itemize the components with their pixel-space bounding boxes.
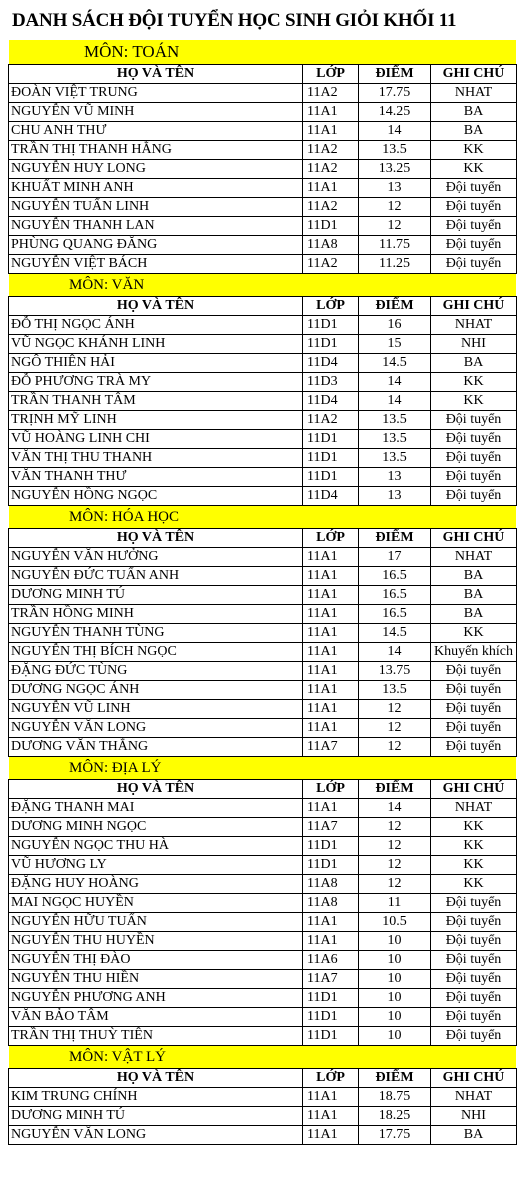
student-score: 12 bbox=[359, 738, 431, 757]
student-class: 11A2 bbox=[303, 160, 359, 179]
student-note: KK bbox=[431, 392, 517, 411]
table-row bbox=[9, 970, 517, 989]
student-note: KK bbox=[431, 856, 517, 875]
student-note: Đội tuyển bbox=[431, 236, 517, 255]
student-name: ĐẶNG ĐỨC TÙNG bbox=[9, 662, 303, 681]
student-class: 11D1 bbox=[303, 217, 359, 236]
table-row bbox=[9, 198, 517, 217]
student-score: 13 bbox=[359, 487, 431, 506]
table-row bbox=[9, 335, 517, 354]
table-row bbox=[9, 799, 517, 818]
table-row bbox=[9, 662, 517, 681]
table-row bbox=[9, 103, 517, 122]
student-class: 11A6 bbox=[303, 951, 359, 970]
student-class: 11D1 bbox=[303, 335, 359, 354]
student-note: Đội tuyển bbox=[431, 970, 517, 989]
student-name: ĐỖ THỊ NGỌC ÁNH bbox=[9, 316, 303, 335]
student-name: ĐẶNG THANH MAI bbox=[9, 799, 303, 818]
student-note: Đội tuyển bbox=[431, 179, 517, 198]
table-row bbox=[9, 1126, 517, 1145]
student-score: 14 bbox=[359, 799, 431, 818]
student-name: NGUYỄN THU HIỀN bbox=[9, 970, 303, 989]
student-class: 11A8 bbox=[303, 894, 359, 913]
student-note: KK bbox=[431, 624, 517, 643]
student-score: 13.5 bbox=[359, 430, 431, 449]
table-row bbox=[9, 719, 517, 738]
student-score: 10 bbox=[359, 932, 431, 951]
student-score: 12 bbox=[359, 818, 431, 837]
student-score: 10 bbox=[359, 989, 431, 1008]
student-class: 11A1 bbox=[303, 799, 359, 818]
student-score: 17.75 bbox=[359, 1126, 431, 1145]
student-note: Đội tuyển bbox=[431, 894, 517, 913]
student-class: 11A1 bbox=[303, 548, 359, 567]
header-name: HỌ VÀ TÊN bbox=[9, 297, 303, 316]
student-class: 11D1 bbox=[303, 837, 359, 856]
student-class: 11A2 bbox=[303, 255, 359, 274]
header-note: GHI CHÚ bbox=[431, 529, 517, 548]
student-score: 14.5 bbox=[359, 354, 431, 373]
student-class: 11A8 bbox=[303, 875, 359, 894]
student-class: 11A1 bbox=[303, 567, 359, 586]
student-name: NGUYỄN NGỌC THU HÀ bbox=[9, 837, 303, 856]
student-note: Đội tuyển bbox=[431, 913, 517, 932]
student-note: KK bbox=[431, 875, 517, 894]
student-note: Đội tuyển bbox=[431, 430, 517, 449]
table-row bbox=[9, 989, 517, 1008]
table-row bbox=[9, 605, 517, 624]
subject-table bbox=[8, 528, 517, 757]
student-note: BA bbox=[431, 567, 517, 586]
student-name: CHU ANH THƯ bbox=[9, 122, 303, 141]
student-score: 12 bbox=[359, 719, 431, 738]
student-note: Đội tuyển bbox=[431, 468, 517, 487]
student-name: PHÙNG QUANG ĐĂNG bbox=[9, 236, 303, 255]
student-name: DƯƠNG MINH TÚ bbox=[9, 586, 303, 605]
student-class: 11A1 bbox=[303, 1088, 359, 1107]
student-class: 11A7 bbox=[303, 738, 359, 757]
table-header-row bbox=[9, 1069, 517, 1088]
student-name: NGUYỄN PHƯƠNG ANH bbox=[9, 989, 303, 1008]
table-header-row bbox=[9, 297, 517, 316]
student-name: DƯƠNG NGỌC ÁNH bbox=[9, 681, 303, 700]
table-row bbox=[9, 643, 517, 662]
student-name: KHUẤT MINH ANH bbox=[9, 179, 303, 198]
student-name: DƯƠNG MINH TÚ bbox=[9, 1107, 303, 1126]
student-class: 11A7 bbox=[303, 818, 359, 837]
student-name: NGUYỄN VIỆT BÁCH bbox=[9, 255, 303, 274]
table-row bbox=[9, 818, 517, 837]
student-note: Đội tuyển bbox=[431, 681, 517, 700]
table-row bbox=[9, 179, 517, 198]
student-name: NGUYỄN HỒNG NGỌC bbox=[9, 487, 303, 506]
student-note: KK bbox=[431, 160, 517, 179]
student-name: NGUYỄN VĂN LONG bbox=[9, 719, 303, 738]
student-note: BA bbox=[431, 103, 517, 122]
student-score: 16 bbox=[359, 316, 431, 335]
student-class: 11A1 bbox=[303, 700, 359, 719]
table-row bbox=[9, 1088, 517, 1107]
student-class: 11D4 bbox=[303, 354, 359, 373]
student-name: TRẦN THỊ THANH HẰNG bbox=[9, 141, 303, 160]
student-score: 12 bbox=[359, 875, 431, 894]
table-row bbox=[9, 392, 517, 411]
student-note: Đội tuyển bbox=[431, 700, 517, 719]
student-class: 11A1 bbox=[303, 681, 359, 700]
student-score: 15 bbox=[359, 335, 431, 354]
table-row bbox=[9, 856, 517, 875]
table-row bbox=[9, 236, 517, 255]
table-row bbox=[9, 449, 517, 468]
table-row bbox=[9, 932, 517, 951]
student-name: NGUYỄN VĂN HƯỞNG bbox=[9, 548, 303, 567]
table-row bbox=[9, 411, 517, 430]
header-name: HỌ VÀ TÊN bbox=[9, 65, 303, 84]
table-header-row bbox=[9, 529, 517, 548]
student-score: 14 bbox=[359, 122, 431, 141]
student-score: 10 bbox=[359, 951, 431, 970]
student-name: KIM TRUNG CHÍNH bbox=[9, 1088, 303, 1107]
student-class: 11D1 bbox=[303, 468, 359, 487]
table-row bbox=[9, 1008, 517, 1027]
student-score: 18.25 bbox=[359, 1107, 431, 1126]
student-class: 11A8 bbox=[303, 236, 359, 255]
subject-heading: MÔN: ĐỊA LÝ bbox=[8, 757, 516, 779]
table-row bbox=[9, 487, 517, 506]
student-note: KK bbox=[431, 818, 517, 837]
student-note: KK bbox=[431, 141, 517, 160]
subject-heading: MÔN: TOÁN bbox=[8, 40, 516, 64]
student-score: 12 bbox=[359, 856, 431, 875]
student-score: 17 bbox=[359, 548, 431, 567]
student-class: 11A1 bbox=[303, 1126, 359, 1145]
table-row bbox=[9, 875, 517, 894]
table-row bbox=[9, 468, 517, 487]
student-class: 11A7 bbox=[303, 970, 359, 989]
student-class: 11D4 bbox=[303, 392, 359, 411]
student-name: VĂN BẢO TÂM bbox=[9, 1008, 303, 1027]
student-name: NGUYỄN VŨ LINH bbox=[9, 700, 303, 719]
subject-table bbox=[8, 779, 517, 1046]
table-row bbox=[9, 122, 517, 141]
student-note: NHAT bbox=[431, 316, 517, 335]
student-score: 17.75 bbox=[359, 84, 431, 103]
student-name: NGUYỄN VĂN LONG bbox=[9, 1126, 303, 1145]
student-name: ĐẶNG HUY HOÀNG bbox=[9, 875, 303, 894]
student-score: 14 bbox=[359, 392, 431, 411]
header-class: LỚP bbox=[303, 297, 359, 316]
student-note: NHI bbox=[431, 335, 517, 354]
table-row bbox=[9, 700, 517, 719]
student-class: 11A1 bbox=[303, 913, 359, 932]
student-name: VĂN THỊ THU THANH bbox=[9, 449, 303, 468]
subject-table bbox=[8, 296, 517, 506]
header-score: ĐIỂM bbox=[359, 65, 431, 84]
student-note: Đội tuyển bbox=[431, 932, 517, 951]
student-name: NGUYỄN HUY LONG bbox=[9, 160, 303, 179]
student-name: VŨ NGỌC KHÁNH LINH bbox=[9, 335, 303, 354]
table-row bbox=[9, 84, 517, 103]
student-note: NHAT bbox=[431, 548, 517, 567]
header-class: LỚP bbox=[303, 1069, 359, 1088]
student-score: 14.25 bbox=[359, 103, 431, 122]
table-row bbox=[9, 255, 517, 274]
student-class: 11D1 bbox=[303, 989, 359, 1008]
header-score: ĐIỂM bbox=[359, 780, 431, 799]
student-note: Đội tuyển bbox=[431, 255, 517, 274]
student-name: NGUYỄN VŨ MINH bbox=[9, 103, 303, 122]
student-name: NGUYỄN THỊ BÍCH NGỌC bbox=[9, 643, 303, 662]
table-header-row bbox=[9, 65, 517, 84]
student-score: 12 bbox=[359, 198, 431, 217]
header-name: HỌ VÀ TÊN bbox=[9, 1069, 303, 1088]
student-name: NGUYỄN HỮU TUẤN bbox=[9, 913, 303, 932]
header-score: ĐIỂM bbox=[359, 529, 431, 548]
student-score: 14.5 bbox=[359, 624, 431, 643]
student-class: 11D3 bbox=[303, 373, 359, 392]
student-score: 16.5 bbox=[359, 586, 431, 605]
student-class: 11D4 bbox=[303, 487, 359, 506]
student-note: Khuyến khích bbox=[431, 643, 517, 662]
student-note: Đội tuyển bbox=[431, 449, 517, 468]
subject-heading: MÔN: VẬT LÝ bbox=[8, 1046, 516, 1068]
student-name: DƯƠNG VĂN THẮNG bbox=[9, 738, 303, 757]
student-score: 14 bbox=[359, 643, 431, 662]
student-class: 11D1 bbox=[303, 1008, 359, 1027]
student-name: TRẦN THANH TÂM bbox=[9, 392, 303, 411]
student-note: KK bbox=[431, 837, 517, 856]
student-name: ĐOÀN VIỆT TRUNG bbox=[9, 84, 303, 103]
student-note: NHAT bbox=[431, 799, 517, 818]
student-score: 10.5 bbox=[359, 913, 431, 932]
student-name: NGUYỄN THANH LAN bbox=[9, 217, 303, 236]
subject-table bbox=[8, 64, 517, 274]
table-row bbox=[9, 1027, 517, 1046]
student-name: TRẦN THỊ THUỲ TIÊN bbox=[9, 1027, 303, 1046]
student-class: 11A2 bbox=[303, 198, 359, 217]
student-note: Đội tuyển bbox=[431, 738, 517, 757]
student-class: 11A2 bbox=[303, 411, 359, 430]
table-row bbox=[9, 586, 517, 605]
header-score: ĐIỂM bbox=[359, 1069, 431, 1088]
student-note: Đội tuyển bbox=[431, 1027, 517, 1046]
student-name: NGUYỄN THANH TÙNG bbox=[9, 624, 303, 643]
student-class: 11A1 bbox=[303, 624, 359, 643]
student-note: Đội tuyển bbox=[431, 198, 517, 217]
student-class: 11D1 bbox=[303, 316, 359, 335]
team-list-sheet bbox=[8, 40, 516, 1145]
student-score: 14 bbox=[359, 373, 431, 392]
student-note: Đội tuyển bbox=[431, 662, 517, 681]
student-class: 11A1 bbox=[303, 643, 359, 662]
header-note: GHI CHÚ bbox=[431, 780, 517, 799]
student-note: NHI bbox=[431, 1107, 517, 1126]
table-row bbox=[9, 160, 517, 179]
table-row bbox=[9, 141, 517, 160]
student-note: Đội tuyển bbox=[431, 487, 517, 506]
student-score: 13.5 bbox=[359, 449, 431, 468]
student-class: 11A2 bbox=[303, 84, 359, 103]
student-score: 13.5 bbox=[359, 141, 431, 160]
table-row bbox=[9, 681, 517, 700]
header-score: ĐIỂM bbox=[359, 297, 431, 316]
student-name: DƯƠNG MINH NGỌC bbox=[9, 818, 303, 837]
student-name: NGUYỄN TUẤN LINH bbox=[9, 198, 303, 217]
student-name: MAI NGỌC HUYỀN bbox=[9, 894, 303, 913]
student-name: NGÔ THIÊN HẢI bbox=[9, 354, 303, 373]
table-header-row bbox=[9, 780, 517, 799]
student-score: 10 bbox=[359, 970, 431, 989]
student-score: 11.25 bbox=[359, 255, 431, 274]
student-score: 16.5 bbox=[359, 567, 431, 586]
student-score: 13.25 bbox=[359, 160, 431, 179]
student-score: 13.75 bbox=[359, 662, 431, 681]
student-name: VŨ HOÀNG LINH CHI bbox=[9, 430, 303, 449]
document-title: DANH SÁCH ĐỘI TUYỂN HỌC SINH GIỎI KHỐI 11 bbox=[12, 10, 457, 31]
table-row bbox=[9, 354, 517, 373]
student-note: KK bbox=[431, 373, 517, 392]
student-class: 11A1 bbox=[303, 1107, 359, 1126]
subject-heading: MÔN: HÓA HỌC bbox=[8, 506, 516, 528]
student-class: 11A1 bbox=[303, 605, 359, 624]
header-class: LỚP bbox=[303, 780, 359, 799]
student-class: 11A1 bbox=[303, 719, 359, 738]
table-row bbox=[9, 837, 517, 856]
student-note: BA bbox=[431, 354, 517, 373]
student-score: 12 bbox=[359, 700, 431, 719]
student-score: 10 bbox=[359, 1027, 431, 1046]
student-note: Đội tuyển bbox=[431, 951, 517, 970]
student-note: Đội tuyển bbox=[431, 217, 517, 236]
student-name: NGUYỄN ĐỨC TUẤN ANH bbox=[9, 567, 303, 586]
header-note: GHI CHÚ bbox=[431, 65, 517, 84]
student-class: 11D1 bbox=[303, 449, 359, 468]
student-class: 11A1 bbox=[303, 586, 359, 605]
table-row bbox=[9, 1107, 517, 1126]
subject-heading: MÔN: VĂN bbox=[8, 274, 516, 296]
student-note: BA bbox=[431, 586, 517, 605]
student-class: 11D1 bbox=[303, 1027, 359, 1046]
student-name: VĂN THANH THƯ bbox=[9, 468, 303, 487]
header-note: GHI CHÚ bbox=[431, 297, 517, 316]
header-class: LỚP bbox=[303, 529, 359, 548]
student-note: Đội tuyển bbox=[431, 411, 517, 430]
student-score: 13 bbox=[359, 179, 431, 198]
student-class: 11A1 bbox=[303, 662, 359, 681]
student-class: 11D1 bbox=[303, 856, 359, 875]
student-note: Đội tuyển bbox=[431, 719, 517, 738]
table-row bbox=[9, 894, 517, 913]
student-score: 11 bbox=[359, 894, 431, 913]
student-score: 13.5 bbox=[359, 411, 431, 430]
table-row bbox=[9, 567, 517, 586]
table-row bbox=[9, 738, 517, 757]
table-row bbox=[9, 548, 517, 567]
table-row bbox=[9, 373, 517, 392]
student-name: NGUYỄN THỊ ĐÀO bbox=[9, 951, 303, 970]
student-note: Đội tuyển bbox=[431, 1008, 517, 1027]
student-class: 11A1 bbox=[303, 932, 359, 951]
student-class: 11A2 bbox=[303, 141, 359, 160]
header-class: LỚP bbox=[303, 65, 359, 84]
table-row bbox=[9, 217, 517, 236]
student-note: NHAT bbox=[431, 1088, 517, 1107]
student-score: 10 bbox=[359, 1008, 431, 1027]
table-row bbox=[9, 624, 517, 643]
student-note: BA bbox=[431, 605, 517, 624]
table-row bbox=[9, 913, 517, 932]
header-note: GHI CHÚ bbox=[431, 1069, 517, 1088]
header-name: HỌ VÀ TÊN bbox=[9, 780, 303, 799]
student-note: NHAT bbox=[431, 84, 517, 103]
student-name: TRẦN HỒNG MINH bbox=[9, 605, 303, 624]
student-note: BA bbox=[431, 1126, 517, 1145]
student-note: Đội tuyển bbox=[431, 989, 517, 1008]
student-score: 12 bbox=[359, 217, 431, 236]
student-note: BA bbox=[431, 122, 517, 141]
student-score: 12 bbox=[359, 837, 431, 856]
student-score: 13.5 bbox=[359, 681, 431, 700]
table-row bbox=[9, 951, 517, 970]
student-score: 13 bbox=[359, 468, 431, 487]
student-score: 16.5 bbox=[359, 605, 431, 624]
student-name: TRỊNH MỸ LINH bbox=[9, 411, 303, 430]
table-row bbox=[9, 430, 517, 449]
student-score: 18.75 bbox=[359, 1088, 431, 1107]
student-name: VŨ HƯƠNG LY bbox=[9, 856, 303, 875]
table-row bbox=[9, 316, 517, 335]
student-name: NGUYỄN THU HUYỀN bbox=[9, 932, 303, 951]
subject-table bbox=[8, 1068, 517, 1145]
student-class: 11A1 bbox=[303, 122, 359, 141]
student-name: ĐỖ PHƯƠNG TRÀ MY bbox=[9, 373, 303, 392]
student-class: 11A1 bbox=[303, 179, 359, 198]
student-class: 11A1 bbox=[303, 103, 359, 122]
student-score: 11.75 bbox=[359, 236, 431, 255]
header-name: HỌ VÀ TÊN bbox=[9, 529, 303, 548]
student-class: 11D1 bbox=[303, 430, 359, 449]
